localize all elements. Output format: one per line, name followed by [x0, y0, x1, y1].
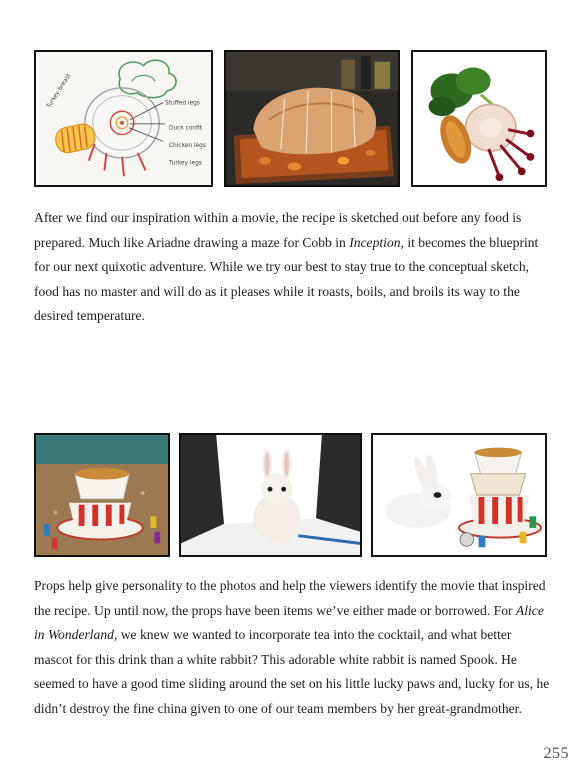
paragraph-2-text-end: , we knew we wanted to incorporate tea into the cocktail, and what better mascot for this drink than a white rabbit? This adorable white rabbit is named Spook. He seemed to have a good time sliding around the set on his little lucky paws and, lucky for us, he didn’t destroy the fine china given to one of our team members by her great-grandmother. [34, 627, 550, 716]
paragraph-2-text-start: Props help give personality to the photos and help the viewers identify the movie that inspired the recipe. Up until now, the props have been items we’ve either made or borrowed. For [34, 578, 546, 618]
roast-in-pan-photo [224, 50, 400, 187]
sketch-note-2: Duck confit [168, 125, 203, 132]
recipe-sketch-photo [34, 50, 213, 187]
sketch-note-3: Chicken legs [168, 143, 206, 150]
teacups-photo [34, 433, 170, 557]
paragraph-props [34, 574, 552, 721]
movie-title-inception: Inception [349, 234, 401, 250]
movie-title-alice-in-wonderland: Alice in Wonderland [34, 602, 544, 642]
plated-dish-photo [411, 50, 547, 187]
sketch-note-1: Stuffed legs [165, 100, 200, 107]
paragraph-1-text-end: , it becomes the blueprint for our next quixotic adventure. While we try our best to stay true to the conceptual sketch, food has no master and will do as it pleases while it roasts, boils, and broils its way to the desired temperature. [34, 234, 539, 323]
paragraph-recipe-sketch [34, 206, 554, 329]
sketch-note-4: Turkey legs [168, 160, 202, 167]
page-number: 255 [543, 745, 569, 762]
white-rabbit-set-photo [179, 433, 362, 557]
sketch-label-turkey-breast: Turkey breast [46, 73, 73, 110]
rabbit-and-teacups-photo [371, 433, 547, 557]
paragraph-1-text-start: After we find our inspiration within a movie, the recipe is sketched out before any food is prepared. Much like Ariadne drawing a maze for Cobb in [34, 210, 522, 250]
